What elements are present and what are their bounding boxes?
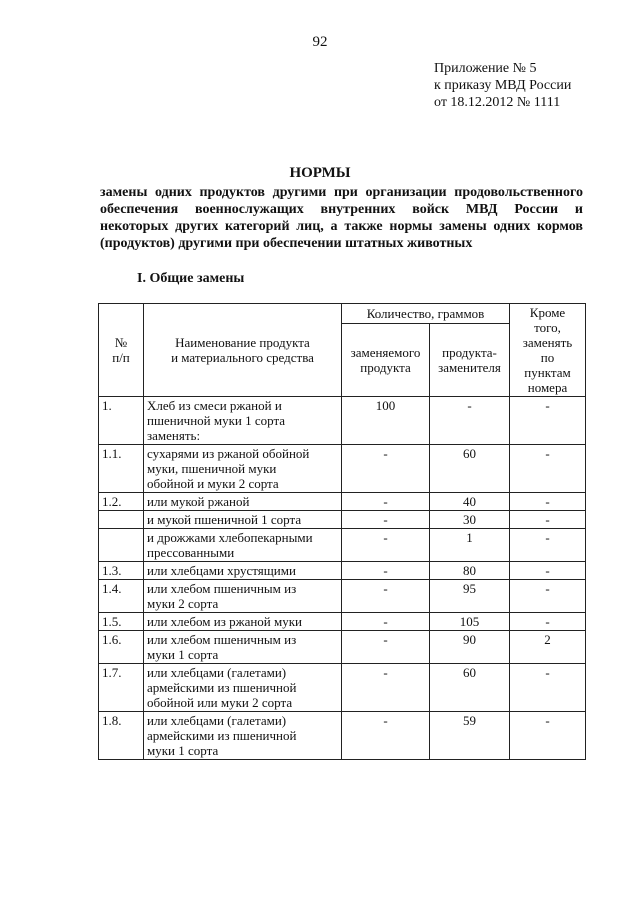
- row-substitute-cell: -: [430, 397, 510, 445]
- row-num-cell: 1.: [99, 397, 144, 445]
- table-body: [99, 397, 586, 760]
- row-substitute-cell: 30: [430, 511, 510, 529]
- row-substitute-cell: 1: [430, 529, 510, 562]
- row-other-cell: -: [510, 493, 586, 511]
- table-row: [99, 511, 586, 529]
- row-replaced-cell: -: [342, 493, 430, 511]
- row-name-cell: или мукой ржаной: [144, 493, 342, 511]
- table-row: [99, 493, 586, 511]
- section-title: I. Общие замены: [137, 271, 245, 286]
- row-other-cell: -: [510, 445, 586, 493]
- row-other-cell: -: [510, 397, 586, 445]
- row-name-cell: или хлебом из ржаной муки: [144, 613, 342, 631]
- row-replaced-cell: -: [342, 511, 430, 529]
- row-replaced-cell: -: [342, 529, 430, 562]
- table-row: [99, 631, 586, 664]
- row-substitute-cell: 105: [430, 613, 510, 631]
- row-num-cell: 1.4.: [99, 580, 144, 613]
- document-subtitle: [100, 184, 583, 252]
- row-other-cell: -: [510, 613, 586, 631]
- table-row: [99, 445, 586, 493]
- row-name-cell: или хлебцами (галетами) армейскими из пшеничной обойной или муки 2 сорта: [144, 664, 342, 712]
- subtitle-line: обеспечения военнослужащих внутренних войск МВД России и: [100, 202, 583, 217]
- table-row: [99, 664, 586, 712]
- row-replaced-cell: -: [342, 613, 430, 631]
- header-name: Наименование продукта и материального средства: [144, 304, 342, 397]
- row-num-cell: [99, 511, 144, 529]
- row-name-cell: и дрожжами хлебопекарными прессованными: [144, 529, 342, 562]
- document-title: НОРМЫ: [289, 165, 351, 181]
- row-num-cell: 1.7.: [99, 664, 144, 712]
- row-num-cell: 1.5.: [99, 613, 144, 631]
- header-other: Кроме того, заменять по пунктам номера: [510, 304, 586, 397]
- row-other-cell: -: [510, 529, 586, 562]
- table-row: [99, 580, 586, 613]
- subtitle-line: (продуктов) другими при обеспечении штатных животных: [100, 236, 473, 251]
- table-row: [99, 562, 586, 580]
- row-num-cell: 1.1.: [99, 445, 144, 493]
- row-replaced-cell: -: [342, 712, 430, 760]
- header-quantity: Количество, граммов: [342, 304, 510, 324]
- row-num-cell: 1.2.: [99, 493, 144, 511]
- row-other-cell: -: [510, 664, 586, 712]
- row-replaced-cell: -: [342, 445, 430, 493]
- row-other-cell: -: [510, 511, 586, 529]
- header-num: № п/п: [99, 304, 144, 397]
- row-name-cell: Хлеб из смеси ржаной и пшеничной муки 1 сорта заменять:: [144, 397, 342, 445]
- appendix-line: от 18.12.2012 № 1111: [434, 95, 561, 110]
- norms-table: [98, 303, 586, 760]
- header-replaced: заменяемого продукта: [342, 324, 430, 397]
- appendix-note: [434, 60, 571, 111]
- table-row: [99, 712, 586, 760]
- row-num-cell: 1.6.: [99, 631, 144, 664]
- row-substitute-cell: 59: [430, 712, 510, 760]
- subtitle-line: замены одних продуктов другими при организации продовольственного: [100, 185, 583, 200]
- appendix-line: Приложение № 5: [434, 61, 537, 76]
- page-number: 92: [312, 34, 328, 50]
- row-substitute-cell: 60: [430, 445, 510, 493]
- row-substitute-cell: 90: [430, 631, 510, 664]
- row-replaced-cell: -: [342, 562, 430, 580]
- row-name-cell: или хлебцами хрустящими: [144, 562, 342, 580]
- row-name-cell: или хлебцами (галетами) армейскими из пшеничной муки 1 сорта: [144, 712, 342, 760]
- row-num-cell: 1.8.: [99, 712, 144, 760]
- row-replaced-cell: -: [342, 580, 430, 613]
- row-num-cell: [99, 529, 144, 562]
- row-other-cell: -: [510, 580, 586, 613]
- table-row: [99, 397, 586, 445]
- table-row: [99, 529, 586, 562]
- row-replaced-cell: 100: [342, 397, 430, 445]
- row-name-cell: сухарями из ржаной обойной муки, пшеничной муки обойной и муки 2 сорта: [144, 445, 342, 493]
- row-name-cell: или хлебом пшеничным из муки 1 сорта: [144, 631, 342, 664]
- row-substitute-cell: 80: [430, 562, 510, 580]
- subtitle-line: некоторых других категорий лиц, а также нормы замены одних кормов: [100, 219, 583, 234]
- header-substitute: продукта- заменителя: [430, 324, 510, 397]
- row-other-cell: -: [510, 712, 586, 760]
- row-replaced-cell: -: [342, 664, 430, 712]
- row-other-cell: 2: [510, 631, 586, 664]
- table-row: [99, 613, 586, 631]
- row-other-cell: -: [510, 562, 586, 580]
- appendix-line: к приказу МВД России: [434, 78, 572, 93]
- row-substitute-cell: 40: [430, 493, 510, 511]
- row-replaced-cell: -: [342, 631, 430, 664]
- row-name-cell: и мукой пшеничной 1 сорта: [144, 511, 342, 529]
- row-substitute-cell: 60: [430, 664, 510, 712]
- row-name-cell: или хлебом пшеничным из муки 2 сорта: [144, 580, 342, 613]
- row-num-cell: 1.3.: [99, 562, 144, 580]
- row-substitute-cell: 95: [430, 580, 510, 613]
